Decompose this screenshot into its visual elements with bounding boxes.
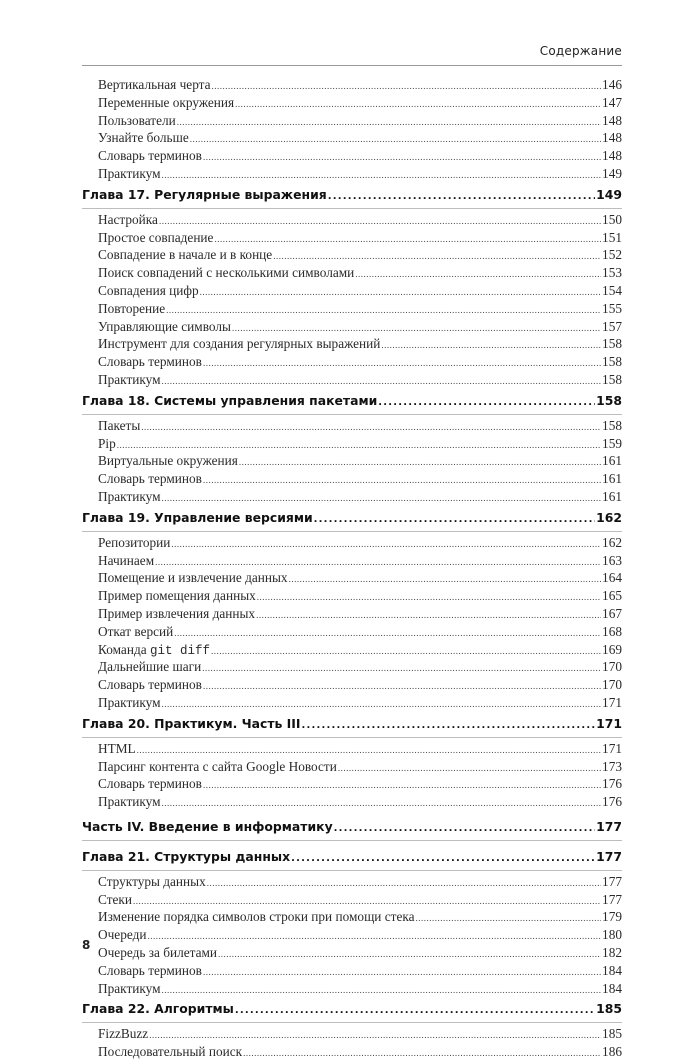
entry-title: Очереди — [98, 927, 147, 943]
entry-title: Повторение — [98, 300, 166, 316]
dot-leader — [334, 819, 595, 838]
entry-title: FizzBuzz — [98, 1026, 149, 1042]
dot-leader — [159, 213, 601, 230]
entry-page: 146 — [602, 77, 622, 92]
dot-leader — [162, 490, 602, 507]
toc-entry[interactable] — [82, 570, 622, 588]
chapter-page: 171 — [596, 715, 622, 731]
chapter-17-heading[interactable] — [82, 185, 622, 209]
toc-entry[interactable] — [82, 418, 622, 436]
entry-title: Словарь терминов — [98, 962, 202, 978]
toc-entry[interactable] — [82, 212, 622, 230]
entry-title: Переменные окружения — [98, 94, 235, 110]
dot-leader — [177, 114, 601, 131]
entry-page: 173 — [602, 758, 622, 774]
chapter-title: Глава 21. Структуры данных — [82, 848, 291, 864]
entry-title: Совпадение в начале и в конце — [98, 247, 273, 263]
dot-leader — [203, 149, 601, 166]
dot-leader — [162, 696, 602, 713]
toc-entry[interactable] — [82, 166, 622, 184]
dot-leader — [149, 1027, 601, 1044]
entry-page: 161 — [602, 488, 622, 504]
entry-page: 148 — [602, 130, 622, 146]
chapter-page: 158 — [596, 392, 622, 408]
dot-leader — [203, 964, 601, 981]
entry-title: Словарь терминов — [98, 354, 202, 370]
entry-title: Очередь за билетами — [98, 945, 218, 961]
toc-entry[interactable] — [82, 489, 622, 507]
toc-entry[interactable] — [82, 247, 622, 265]
toc-entry[interactable] — [82, 588, 622, 606]
part-title: Часть IV. Введение в информатику — [82, 818, 333, 834]
chapter-22-heading[interactable] — [82, 999, 622, 1023]
entry-page: 152 — [602, 247, 622, 263]
chapter-title: Глава 17. Регулярные выражения — [82, 186, 327, 202]
part-4-heading[interactable] — [82, 817, 622, 841]
dot-leader — [137, 742, 601, 759]
entry-page: 179 — [602, 909, 622, 925]
entry-page: 165 — [602, 588, 622, 604]
toc-entry[interactable] — [82, 776, 622, 794]
dot-leader — [273, 248, 601, 265]
toc-entry[interactable] — [82, 606, 622, 624]
entry-title: Управляющие символы — [98, 318, 231, 334]
dot-leader — [203, 777, 601, 794]
entry-title: Вертикальная черта — [98, 77, 211, 92]
dot-leader — [141, 419, 601, 436]
page-number: 8 — [82, 938, 91, 952]
entry-page: 177 — [602, 873, 622, 889]
running-title: Содержание — [539, 44, 622, 58]
toc-entry[interactable] — [82, 794, 622, 812]
entry-title: Практикум — [98, 488, 161, 504]
toc-entry[interactable] — [82, 741, 622, 759]
entry-title: Простое совпадение — [98, 229, 214, 245]
entry-page: 150 — [602, 211, 622, 227]
dot-leader — [203, 472, 601, 489]
entry-title: Практикум — [98, 694, 161, 710]
toc-entry[interactable] — [82, 695, 622, 713]
entry-page: 148 — [602, 112, 622, 128]
toc-entry[interactable] — [82, 471, 622, 489]
entry-title: Узнайте больше — [98, 130, 189, 146]
dot-leader — [239, 454, 601, 471]
entry-title: Начинаем — [98, 552, 155, 568]
entry-page: 176 — [602, 794, 622, 810]
dot-leader — [162, 167, 602, 184]
toc-entry[interactable] — [82, 372, 622, 390]
entry-title: Пример извлечения данных — [98, 605, 256, 621]
dot-leader — [289, 571, 601, 588]
entry-page: 158 — [602, 336, 622, 352]
toc-entry[interactable] — [82, 874, 622, 892]
entry-title: Помещение и извлечение данных — [98, 570, 288, 586]
dot-leader — [235, 96, 601, 113]
entry-page: 170 — [602, 659, 622, 675]
chapter-20-heading[interactable] — [82, 714, 622, 738]
entry-title: Словарь терминов — [98, 677, 202, 693]
dot-leader — [162, 795, 602, 812]
entry-page: 171 — [602, 694, 622, 710]
toc-entry[interactable] — [82, 1026, 622, 1044]
dot-leader — [174, 625, 601, 642]
dot-leader — [302, 716, 596, 735]
dot-leader — [378, 393, 595, 412]
entry-page: 185 — [602, 1026, 622, 1042]
entry-title: Словарь терминов — [98, 776, 202, 792]
toc-entry[interactable] — [82, 945, 622, 963]
entry-title: Парсинг контента с сайта Google Новости — [98, 758, 337, 774]
entry-page: 148 — [602, 148, 622, 164]
entry-page: 161 — [602, 471, 622, 487]
toc-entry[interactable] — [82, 95, 622, 113]
toc-entry[interactable] — [82, 981, 622, 999]
running-header — [82, 44, 622, 66]
entry-page: 177 — [602, 891, 622, 907]
dot-leader — [328, 187, 595, 206]
entry-title: Pip — [98, 435, 116, 451]
entry-page: 184 — [602, 980, 622, 996]
entry-page: 182 — [602, 945, 622, 961]
entry-title — [98, 642, 210, 660]
toc-entry[interactable] — [82, 624, 622, 642]
dot-leader — [200, 284, 601, 301]
entry-page: 158 — [602, 417, 622, 433]
dot-leader — [214, 231, 601, 248]
entry-page: 159 — [602, 435, 622, 451]
entry-title: Стеки — [98, 891, 132, 907]
entry-title: Поиск совпадений с несколькими символами — [98, 265, 355, 281]
dot-leader — [190, 131, 601, 148]
chapter-page: 162 — [596, 509, 622, 525]
toc-entry[interactable] — [82, 553, 622, 571]
chapter-18-heading[interactable] — [82, 391, 622, 415]
toc-entry[interactable] — [82, 909, 622, 927]
toc-entry[interactable] — [82, 77, 622, 95]
dot-leader — [256, 607, 601, 624]
entry-page: 162 — [602, 534, 622, 550]
toc-entry[interactable] — [82, 148, 622, 166]
entry-page: 169 — [602, 641, 622, 657]
toc-entry[interactable] — [82, 230, 622, 248]
dot-leader — [133, 893, 601, 910]
dot-leader — [162, 373, 602, 390]
chapter-title: Глава 19. Управление версиями — [82, 509, 313, 525]
toc-entry[interactable] — [82, 436, 622, 454]
entry-page: 155 — [602, 300, 622, 316]
entry-page: 154 — [602, 282, 622, 298]
entry-title: Откат версий — [98, 623, 174, 639]
entry-page: 151 — [602, 229, 622, 245]
dot-leader — [166, 302, 601, 319]
dot-leader — [381, 337, 601, 354]
dot-leader — [207, 875, 601, 892]
entry-page: 147 — [602, 94, 622, 110]
entry-title: Репозитории — [98, 534, 171, 550]
toc-entry[interactable] — [82, 354, 622, 372]
dot-leader — [218, 946, 601, 963]
entry-page: 161 — [602, 453, 622, 469]
entry-page: 176 — [602, 776, 622, 792]
entry-title: Структуры данных — [98, 873, 206, 889]
entry-page: 180 — [602, 927, 622, 943]
chapter-21-heading[interactable] — [82, 847, 622, 871]
entry-title: Практикум — [98, 165, 161, 181]
toc-entry[interactable] — [82, 642, 622, 660]
toc-entry[interactable] — [82, 759, 622, 777]
chapter-title: Глава 18. Системы управления пакетами — [82, 392, 378, 408]
entry-title: Изменение порядка символов строки при помощи стека — [98, 909, 415, 925]
chapter-page: 177 — [596, 848, 622, 864]
toc-entry[interactable] — [82, 892, 622, 910]
entry-title: Практикум — [98, 980, 161, 996]
dot-leader — [155, 554, 601, 571]
entry-page: 164 — [602, 570, 622, 586]
entry-page: 170 — [602, 677, 622, 693]
table-of-contents — [82, 77, 622, 1062]
entry-page: 167 — [602, 605, 622, 621]
dot-leader — [211, 643, 601, 660]
entry-title: Инструмент для создания регулярных выражений — [98, 336, 381, 352]
toc-entry[interactable] — [82, 301, 622, 319]
toc-entry[interactable] — [82, 265, 622, 283]
dot-leader — [212, 78, 602, 95]
toc-entry[interactable] — [82, 535, 622, 553]
entry-title: Настройка — [98, 211, 158, 227]
dot-leader — [147, 928, 601, 945]
dot-leader — [162, 982, 602, 999]
entry-page: 149 — [602, 165, 622, 181]
toc-entry[interactable] — [82, 963, 622, 981]
chapter-19-heading[interactable] — [82, 508, 622, 532]
dot-leader — [355, 266, 601, 283]
dot-leader — [243, 1045, 601, 1062]
toc-entry[interactable] — [82, 319, 622, 337]
dot-leader — [235, 1001, 595, 1020]
toc-entry[interactable] — [82, 283, 622, 301]
entry-title: Словарь терминов — [98, 471, 202, 487]
toc-entry[interactable] — [82, 677, 622, 695]
toc-entry[interactable] — [82, 130, 622, 148]
entry-title: Пример помещения данных — [98, 588, 256, 604]
toc-entry[interactable] — [82, 659, 622, 677]
entry-page: 157 — [602, 318, 622, 334]
dot-leader — [203, 678, 601, 695]
entry-page: 171 — [602, 740, 622, 756]
dot-leader — [291, 849, 595, 868]
entry-title: Практикум — [98, 794, 161, 810]
part-page: 177 — [596, 818, 622, 834]
dot-leader — [232, 320, 601, 337]
entry-page: 158 — [602, 354, 622, 370]
dot-leader — [203, 355, 601, 372]
entry-title-prefix: Команда — [98, 641, 150, 657]
entry-page: 158 — [602, 371, 622, 387]
entry-page: 184 — [602, 962, 622, 978]
toc-entry[interactable] — [82, 1044, 622, 1062]
entry-title: Дальнейшие шаги — [98, 659, 202, 675]
entry-page: 168 — [602, 623, 622, 639]
dot-leader — [257, 589, 601, 606]
entry-title: Виртуальные окружения — [98, 453, 238, 469]
entry-page: 186 — [602, 1044, 622, 1060]
entry-title: Совпадения цифр — [98, 282, 199, 298]
toc-entry[interactable] — [82, 113, 622, 131]
entry-title: Пользователи — [98, 112, 176, 128]
chapter-page: 149 — [596, 186, 622, 202]
dot-leader — [314, 510, 595, 529]
chapter-title: Глава 20. Практикум. Часть III — [82, 715, 301, 731]
entry-title: HTML — [98, 740, 136, 756]
dot-leader — [202, 660, 601, 677]
entry-title: Последовательный поиск — [98, 1044, 243, 1060]
entry-page: 153 — [602, 265, 622, 281]
dot-leader — [171, 536, 601, 553]
dot-leader — [338, 760, 601, 777]
entry-title: Практикум — [98, 371, 161, 387]
dot-leader — [117, 437, 601, 454]
entry-title-code: git diff — [149, 643, 210, 658]
toc-entry[interactable] — [82, 453, 622, 471]
toc-entry[interactable] — [82, 927, 622, 945]
chapter-title: Глава 22. Алгоритмы — [82, 1001, 234, 1017]
entry-title: Словарь терминов — [98, 148, 202, 164]
chapter-page: 185 — [596, 1001, 622, 1017]
toc-entry[interactable] — [82, 336, 622, 354]
entry-title: Пакеты — [98, 417, 141, 433]
dot-leader — [416, 910, 602, 927]
entry-page: 163 — [602, 552, 622, 568]
